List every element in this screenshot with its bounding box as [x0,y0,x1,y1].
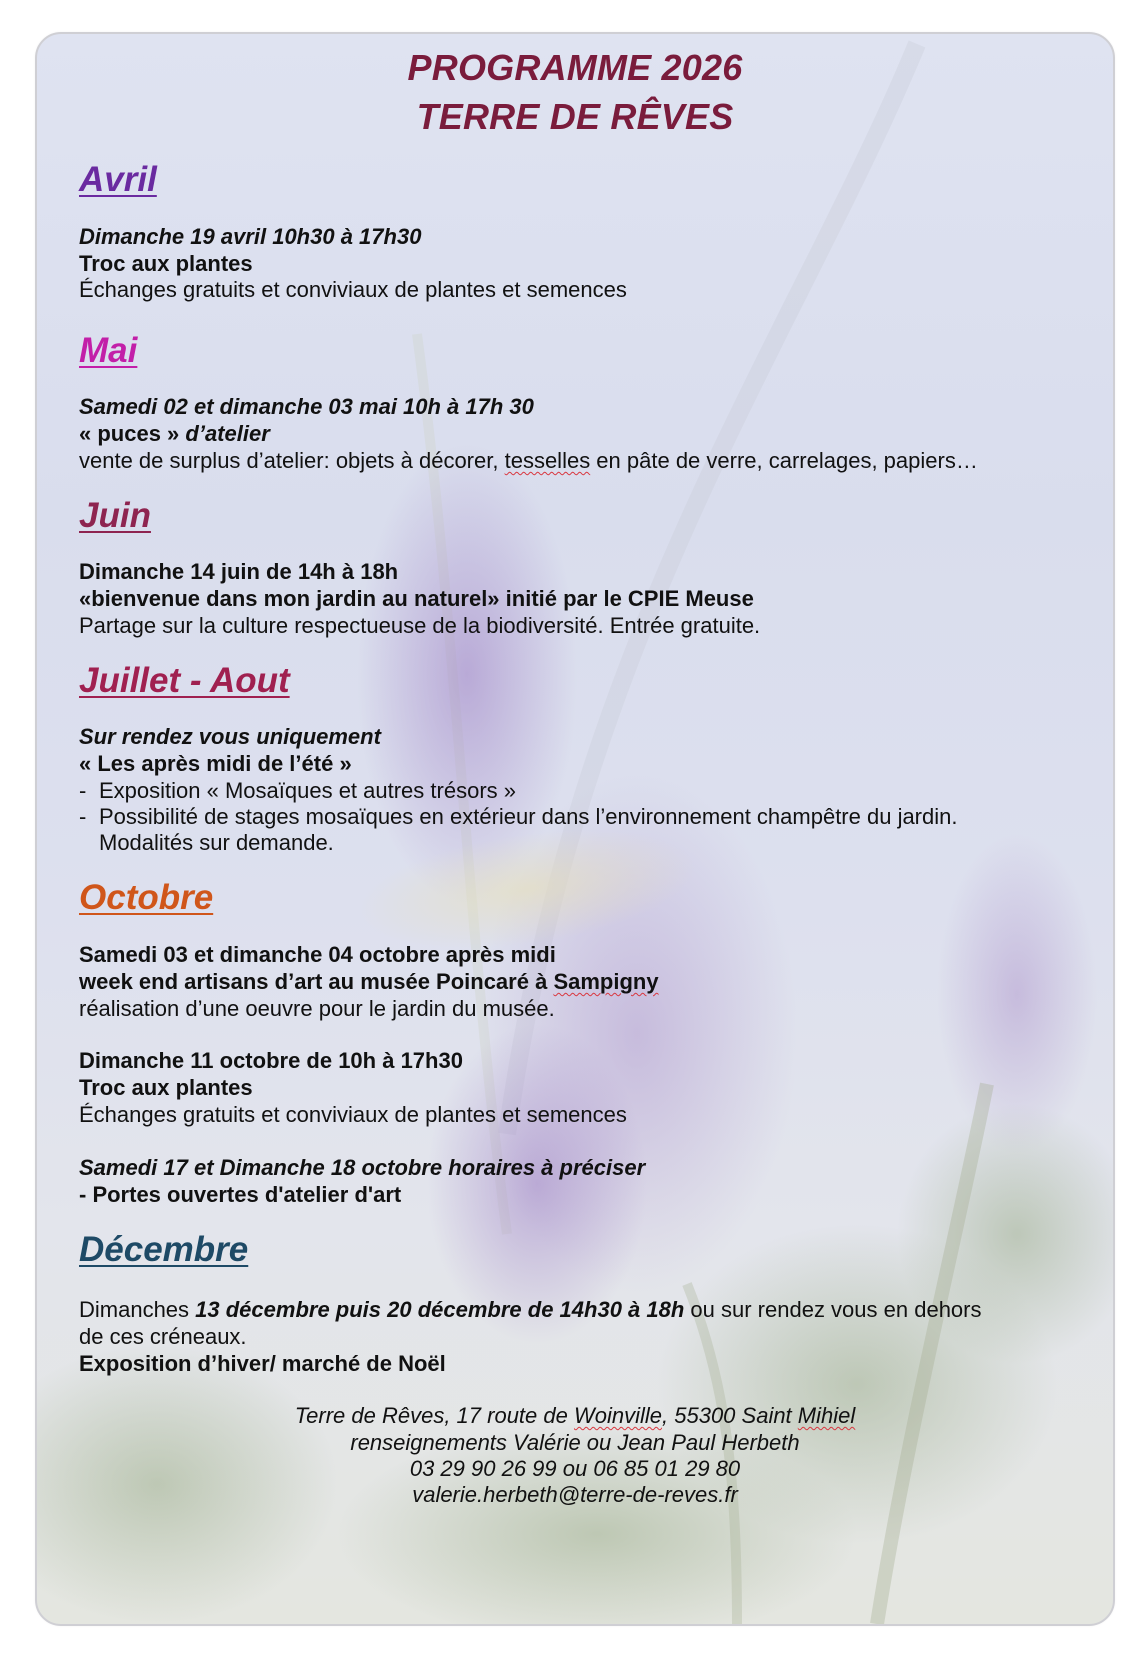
event-date: Dimanche 14 juin de 14h à 18h [79,559,399,584]
text-part: ou sur rendez vous en dehors [684,1297,982,1322]
spellcheck-flagged-word: Mihiel [797,1403,856,1428]
event-description: réalisation d’une oeuvre pour le jardin du musée. [79,996,555,1021]
event-date: Samedi 03 et dimanche 04 octobre après midi [79,942,556,967]
event-description [79,447,978,475]
footer-email: valerie.herbeth@terre-de-reves.fr [412,1482,738,1507]
event-date: Dimanche 19 avril 10h30 à 17h30 [79,224,422,249]
text-part: week end artisans d’art au musée Poincaré à [79,969,554,994]
footer-address [37,1403,1113,1429]
event-date-line-continuation: de ces créneaux. [79,1324,247,1349]
list-item: Possibilité de stages mosaïques en extérieur dans l’environnement champêtre du jardin. [99,804,958,829]
list-item-continuation: Modalités sur demande. [99,830,334,855]
event-title: Troc aux plantes [79,1075,253,1100]
event-title: Exposition d’hiver/ marché de Noël [79,1351,446,1376]
event-description: Échanges gratuits et conviviaux de plantes et semences [79,277,627,302]
text-part: Dimanches [79,1297,196,1322]
month-heading-juillet-aout: Juillet - Aout [79,661,290,700]
event-description: Partage sur la culture respectueuse de la biodiversité. Entrée gratuite. [79,613,761,638]
month-heading-mai: Mai [79,331,138,370]
event-title-part: d’atelier [185,421,270,446]
month-heading-octobre: Octobre [79,878,214,917]
event-note: Sur rendez vous uniquement [79,724,381,749]
program-subtitle: TERRE DE RÊVES [416,96,734,137]
month-heading-juin: Juin [79,496,151,535]
list-bullet: - [79,778,87,803]
event-title: Troc aux plantes [79,251,253,276]
text-part: vente de surplus d’atelier: objets à décorer, [79,448,505,473]
event-date-line [79,1296,982,1324]
spellcheck-flagged-word: Woinville [573,1403,663,1428]
event-description: Échanges gratuits et conviviaux de plantes et semences [79,1102,627,1127]
program-title: PROGRAMME 2026 [407,47,743,88]
footer-phones: 03 29 90 26 99 ou 06 85 01 29 80 [409,1456,741,1481]
text-part: Terre de Rêves, 17 route de [294,1403,574,1428]
event-title: «bienvenue dans mon jardin au naturel» initié par le CPIE Meuse [79,586,754,611]
list-item: Exposition « Mosaïques et autres trésors » [99,778,516,803]
text-part: , 55300 Saint [662,1403,798,1428]
event-date: Samedi 17 et Dimanche 18 octobre horaires à préciser [79,1155,646,1180]
event-title: « Les après midi de l’été » [79,751,352,776]
poster-page [35,32,1115,1626]
event-title [79,420,270,448]
list-bullet: - [79,804,87,829]
spellcheck-flagged-word: Sampigny [553,969,659,994]
event-title [79,968,659,996]
month-heading-avril: Avril [79,160,157,199]
spellcheck-flagged-word: tesselles [504,448,591,473]
event-dates: 13 décembre puis 20 décembre de 14h30 à 18h [195,1297,685,1322]
event-date: Samedi 02 et dimanche 03 mai 10h à 17h 30 [79,394,534,419]
event-title: - Portes ouvertes d'atelier d'art [79,1182,402,1207]
footer-contact: renseignements Valérie ou Jean Paul Herbeth [350,1430,800,1455]
text-part: en pâte de verre, carrelages, papiers… [590,448,978,473]
month-heading-decembre: Décembre [79,1230,249,1269]
event-date: Dimanche 11 octobre de 10h à 17h30 [79,1048,463,1073]
event-title-part: « puces » [79,421,186,446]
